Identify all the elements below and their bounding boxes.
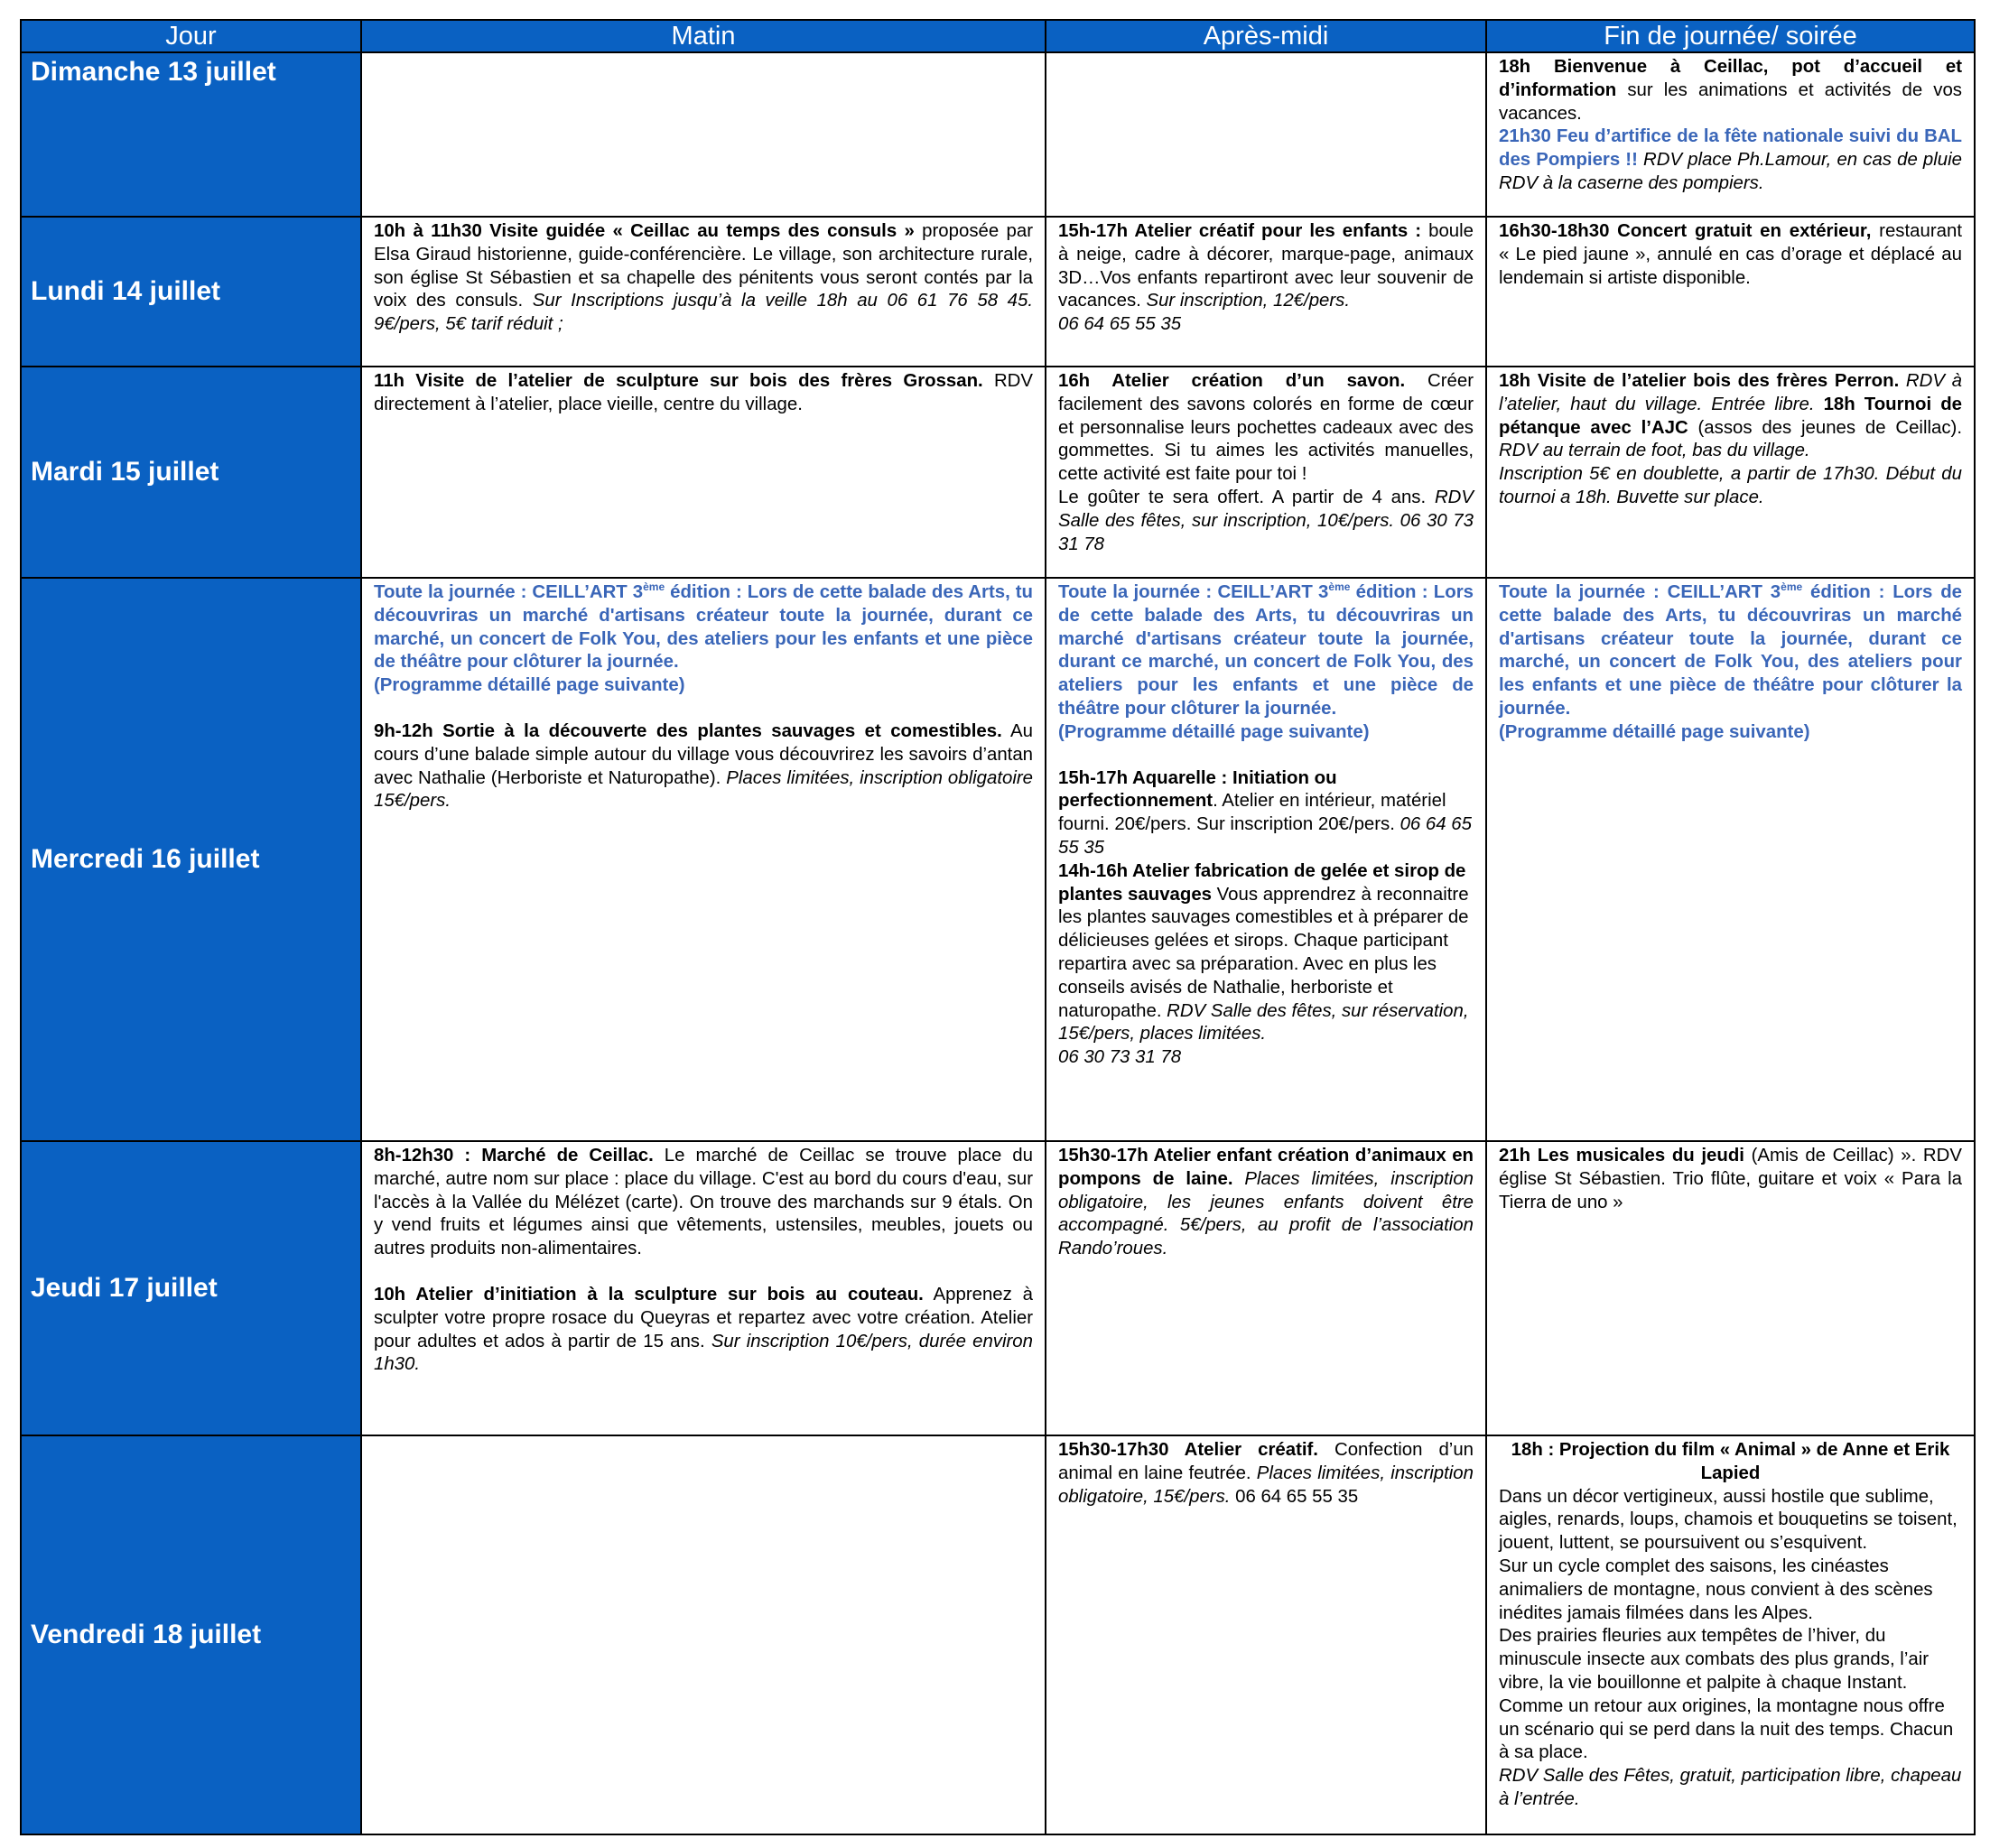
event-text: 8h-12h30 : Marché de Ceillac. Le marché de Ceillac se trouve place du marché, autre nom sur place : place du village. C'est au bord du cours d'eau, sur l'accès à la Vallée du Mélézet (carte). On trouve des marchands sur 9 étals. On y vend fruits et légumes ainsi que vêtements, ustensiles, meubles, jouets ou autres produits non-alimentaires.	[374, 1146, 1033, 1259]
row-mercredi	[21, 578, 1975, 1141]
apres-midi-cell	[1046, 1435, 1486, 1834]
schedule-table	[20, 19, 1976, 1835]
matin-cell	[361, 52, 1046, 217]
row-jeudi	[21, 1141, 1975, 1435]
day-label: Lundi 14 juillet	[21, 217, 361, 367]
soiree-cell	[1486, 52, 1975, 217]
day-label: Jeudi 17 juillet	[21, 1141, 361, 1435]
event-text: 21h Les musicales du jeudi (Amis de Ceillac) ». RDV église St Sébastien. Trio flûte, guitare et voix « Para la Tierra de uno »	[1499, 1146, 1962, 1212]
row-lundi	[21, 217, 1975, 367]
header-row	[21, 20, 1975, 52]
matin-cell	[361, 1435, 1046, 1834]
matin-cell	[361, 1141, 1046, 1435]
apres-midi-cell	[1046, 52, 1486, 217]
event-text: 15h-17h Aquarelle : Initiation ou perfectionnement. Atelier en intérieur, matériel fourni. 20€/pers. Sur inscription 20€/pers. 06 64 65 55 35	[1058, 767, 1472, 858]
ceillart-text: Toute la journée : CEILL’ART 3ème édition : Lors de cette balade des Arts, tu découvriras un marché d'artisans créateur toute la journée, durant ce marché, un concert de Folk You, des ateliers pour les enfants et une pièce de théâtre pour clôturer la journée.	[1499, 580, 1962, 719]
program-note: (Programme détaillé page suivante)	[1058, 721, 1370, 742]
row-vendredi	[21, 1435, 1975, 1834]
header-jour: Jour	[21, 20, 361, 52]
event-text: 16h Atelier création d’un savon. Créer facilement des savons colorés en forme de cœur et personnalise leurs pochettes cadeaux avec des gommettes. Si tu aimes les activités manuelles, cette activité est faite pour toi !	[1058, 371, 1474, 485]
ceillart-text: Toute la journée : CEILL’ART 3ème édition : Lors de cette balade des Arts, tu découvriras un marché d'artisans créateur toute la journée, durant ce marché, un concert de Folk You, des ateliers pour les enfants et une pièce de théâtre pour clôturer la journée.	[374, 580, 1033, 673]
apres-midi-cell	[1046, 1141, 1486, 1435]
soiree-cell	[1486, 217, 1975, 367]
event-text: 18h Bienvenue à Ceillac, pot d’accueil et d’information sur les animations et activités de vos vacances.	[1499, 57, 1962, 124]
day-label: Vendredi 18 juillet	[21, 1435, 361, 1834]
program-note: (Programme détaillé page suivante)	[1499, 721, 1810, 742]
event-text: 21h30 Feu d’artifice de la fête nationale suivi du BAL des Pompiers !! RDV place Ph.Lamour, en cas de pluie RDV à la caserne des pompiers.	[1499, 126, 1962, 193]
header-soiree: Fin de journée/ soirée	[1486, 20, 1975, 52]
program-note: (Programme détaillé page suivante)	[374, 675, 685, 696]
event-text: RDV Salle des Fêtes, gratuit, participation libre, chapeau à l’entrée.	[1499, 1766, 1962, 1809]
event-text: 9h-12h Sortie à la découverte des plantes sauvages et comestibles. Au cours d’une balade simple autour du village vous découvrirez les savoirs d’antan avec Nathalie (Herboriste et Naturopathe). Places limitées, inscription obligatoire 15€/pers.	[374, 720, 1033, 812]
soiree-cell	[1486, 1435, 1975, 1834]
event-text: Dans un décor vertigineux, aussi hostile que sublime, aigles, renards, loups, chamois et bouquetins se toisent, jouent, luttent, se poursuivent ou s’esquivent.	[1499, 1486, 1957, 1554]
event-text: 14h-16h Atelier fabrication de gelée et sirop de plantes sauvages Vous apprendrez à reconnaitre les plantes sauvages comestibles et à préparer de délicieuses gelées et sirops. Chaque participant repartira avec sa préparation. Avec en plus les conseils avisés de Nathalie, herboriste et naturopathe. RDV Salle des fêtes, sur réservation, 15€/pers, places limitées.	[1058, 860, 1469, 1045]
event-text: 10h à 11h30 Visite guidée « Ceillac au temps des consuls » proposée par Elsa Giraud historienne, guide-conférencière. Le village, son architecture rurale, son église St Sébastien et sa chapelle des pénitents vous seront contés par la voix des consuls. Sur Inscriptions jusqu’à la veille 18h au 06 61 76 58 45. 9€/pers, 5€ tarif réduit ;	[374, 221, 1033, 335]
phone-number: 06 64 65 55 35	[1058, 314, 1182, 335]
event-text: Des prairies fleuries aux tempêtes de l’hiver, du minuscule insecte aux combats des plus grands, l’air vibre, la vie bouillonne et palpite à chaque Instant. Comme un retour aux origines, la montagne nous offre un scénario qui se perd dans la nuit des temps. Chacun à sa place.	[1499, 1626, 1954, 1763]
event-text: 15h-17h Atelier créatif pour les enfants : boule à neige, cadre à décorer, marque-page, animaux 3D…Vos enfants repartiront avec leur souvenir de vacances. Sur inscription, 12€/pers.	[1058, 221, 1474, 311]
apres-midi-cell	[1046, 217, 1486, 367]
matin-cell	[361, 367, 1046, 578]
event-text: 15h30-17h Atelier enfant création d’animaux en pompons de laine. Places limitées, inscription obligatoire, les jeunes enfants doivent être accompagné. 5€/pers, au profit de l’association Rando’roues.	[1058, 1146, 1474, 1259]
row-mardi	[21, 367, 1975, 578]
day-label: Mardi 15 juillet	[21, 367, 361, 578]
ceillart-text: Toute la journée : CEILL’ART 3ème édition : Lors de cette balade des Arts, tu découvriras un marché d'artisans créateur toute la journée, durant ce marché, un concert de Folk You, des ateliers pour les enfants et une pièce de théâtre pour clôturer la journée.	[1058, 580, 1474, 719]
soiree-cell	[1486, 367, 1975, 578]
event-text: Le goûter te sera offert. A partir de 4 ans. RDV Salle des fêtes, sur inscription, 10€/pers. 06 30 73 31 78	[1058, 487, 1474, 554]
soiree-cell	[1486, 1141, 1975, 1435]
event-text: 11h Visite de l’atelier de sculpture sur bois des frères Grossan. RDV directement à l’atelier, place vieille, centre du village.	[374, 371, 1033, 414]
day-label: Mercredi 16 juillet	[21, 578, 361, 1141]
apres-midi-cell	[1046, 578, 1486, 1141]
matin-cell	[361, 578, 1046, 1141]
day-label: Dimanche 13 juillet	[21, 52, 361, 217]
header-matin: Matin	[361, 20, 1046, 52]
matin-cell	[361, 217, 1046, 367]
phone-number: 06 30 73 31 78	[1058, 1047, 1182, 1068]
event-text: Inscription 5€ en doublette, a partir de 17h30. Début du tournoi a 18h. Buvette sur place.	[1499, 464, 1962, 507]
event-text: 18h Visite de l’atelier bois des frères Perron. RDV à l’atelier, haut du village. Entrée libre. 18h Tournoi de pétanque avec l’AJC (assos des jeunes de Ceillac). RDV au terrain de foot, bas du village.	[1499, 371, 1962, 461]
event-text: 16h30-18h30 Concert gratuit en extérieur, restaurant « Le pied jaune », annulé en cas d’orage et déplacé au lendemain si artiste disponible.	[1499, 221, 1962, 288]
event-text: 15h30-17h30 Atelier créatif. Confection d’un animal en laine feutrée. Places limitées, inscription obligatoire, 15€/pers. 06 64 65 55 35	[1058, 1440, 1474, 1507]
apres-midi-cell	[1046, 367, 1486, 578]
event-text: 10h Atelier d’initiation à la sculpture sur bois au couteau. Apprenez à sculpter votre propre rosace du Queyras et repartez avec votre création. Atelier pour adultes et ados à partir de 15 ans. Sur inscription 10€/pers, durée environ 1h30.	[374, 1284, 1033, 1375]
film-title: 18h : Projection du film « Animal » de Anne et Erik Lapied	[1511, 1440, 1950, 1483]
row-dimanche	[21, 52, 1975, 217]
event-text: Sur un cycle complet des saisons, les cinéastes animaliers de montagne, nous convient à des scènes inédites jamais filmées dans les Alpes.	[1499, 1555, 1933, 1623]
header-apres-midi: Après-midi	[1046, 20, 1486, 52]
soiree-cell	[1486, 578, 1975, 1141]
